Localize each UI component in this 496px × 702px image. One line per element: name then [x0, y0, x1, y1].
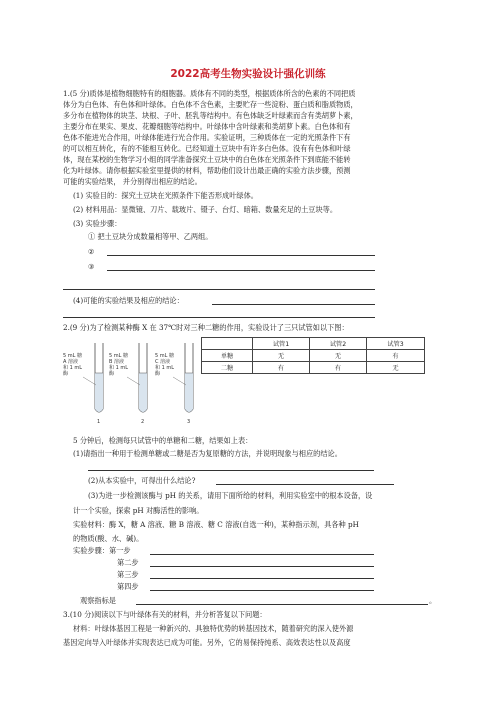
q1-line: 体分为白色体、有色体和叶绿体。白色体不含色素，主要贮存一些淀粉、蛋白质和脂质物质，: [63, 100, 358, 109]
results-table: [201, 337, 425, 374]
answer-line: [88, 470, 374, 471]
answer-line: [150, 578, 374, 579]
answer-line: [107, 255, 375, 256]
table-cell: 有: [253, 362, 310, 374]
table-cell: 无: [310, 350, 367, 362]
answer-line: [63, 317, 375, 318]
q2-intro: 2.(9 分)为了检测某种酶 X 在 37℃时对三种二糖的作用，实验设计了三只试管如以下图：: [63, 323, 349, 332]
test-tube-2: [139, 343, 147, 412]
q1-line: 可能的实验结果， 并分别得出相应的结论。: [63, 177, 202, 186]
q1-step-1: ① 把土豆块分成数量相等甲、乙两组。: [88, 232, 213, 241]
table-cell: 无: [253, 350, 310, 362]
q1-line: 体，现在某校的生物学习小组的同学准备探究土豆块中的白色体在光照条件下到底能不能转: [63, 155, 351, 164]
table-cell: 单糖: [202, 350, 253, 362]
q1-item-materials: (2) 材料用品：显微镜、刀片、载玻片、镊子、台灯、暗箱、数量充足的土豆块等。: [73, 205, 338, 214]
q2-step-3: 第三步: [117, 570, 139, 579]
q1-line: 多分布在植物体的块茎、块根、子叶、胚乳等结构中。有色体缺乏叶绿素而含有类胡萝卜素，: [63, 111, 358, 120]
test-tube-figure: [63, 337, 197, 427]
tube-2-label: 5 mL 糖 B 溶液 和 1 mL 酶: [109, 353, 129, 377]
q2-steps-label: 实验步骤：第一步: [73, 546, 131, 555]
q1-item-purpose: (1) 实验目的：探究土豆块在光照条件下能否形成叶绿体。: [73, 191, 258, 200]
answer-line: [63, 289, 375, 290]
q2-sub-1: (1)请指出一种用于检测单糖或二糖是否为复原糖的方法，并说明现象与相应的结论。: [73, 449, 342, 458]
answer-line: [212, 304, 375, 305]
q1-step-3: ③: [88, 262, 95, 271]
q2-after: 5 分钟后，检测每只试管中的单糖和二糖，结果如上表：: [73, 436, 253, 445]
table-header-cell: 试管2: [310, 338, 367, 350]
q2-sub-3-line: (3)为进一步检测该酶与 pH 的关系，请用下面所给的材料，利用实验室中的根本设备，设: [88, 491, 373, 500]
table-header-cell: 试管1: [253, 338, 310, 350]
q1-item-results: (4)可能的实验结果及相应的结论：: [73, 296, 184, 305]
table-cell: 有: [310, 362, 367, 374]
q2-step-2: 第二步: [117, 558, 139, 567]
test-tube-1: [95, 343, 103, 412]
table-header-row: [202, 338, 425, 350]
q3-line: 材料：叶绿体基因工程是一种新兴的、具独特优势的转基因技术，随着研究的深入使外源: [73, 624, 354, 633]
tube-1-number: 1: [97, 419, 101, 425]
answer-line: [216, 484, 394, 485]
answer-line: [150, 590, 374, 591]
table-cell: 二糖: [202, 362, 253, 374]
tube-3-label: 5 mL 糖 C 溶液 和 1 mL 酶: [155, 353, 175, 377]
test-tube-3: [185, 343, 193, 412]
table-row: [202, 350, 425, 362]
tube-3-number: 3: [187, 419, 191, 425]
q1-step-2: ②: [88, 247, 95, 256]
tube-2-number: 2: [141, 419, 145, 425]
answer-line: [150, 566, 374, 567]
q3-line: 基因定向导入叶绿体并实现表达已成为可能。另外，它的易保持纯系、高效表达性以及高度: [63, 638, 351, 647]
q3-line: 3.(10 分)阅读以下与叶绿体有关的材料，并分析答复以下问题：: [63, 610, 267, 619]
q2-sub-3-line: 计一个实验，探索 pH 对酶活性的影响。: [73, 506, 204, 515]
tube-1-label: 5 mL 糖 A 溶液 和 1 mL 酶: [63, 353, 83, 377]
table-header-cell: [202, 338, 253, 350]
test-tubes-diagram: [63, 337, 197, 427]
q2-materials: 实验材料：酶 X，糖 A 溶液、糖 B 溶液、糖 C 溶液(自选一种)，某种指示剂，具各种 pH: [73, 520, 359, 529]
table-cell: 有: [367, 350, 425, 362]
period-mark: 。: [429, 596, 437, 605]
document-title: 2022高考生物实验设计强化训练: [170, 68, 326, 80]
table-header-cell: 试管3: [367, 338, 425, 350]
table-row: [202, 362, 425, 374]
answer-line: [107, 270, 375, 271]
answer-line: [136, 604, 428, 605]
table-cell: 无: [367, 362, 425, 374]
q1-line: 1.(5 分)质体是植物细胞特有的细胞器。质体有不同的类型，根据质体所含的色素的不同把质: [63, 89, 356, 98]
q1-line: 化为叶绿体。请你根据实验室里提供的材料，帮助他们设计出最正确的实验方法步骤，预测: [63, 166, 351, 175]
q2-materials-2: 的物质(酸、水、碱)。: [73, 534, 144, 543]
q1-line: 主要分布在果实、果皮、花瓣细胞等结构中。叶绿体中含叶绿素和类胡萝卜素。白色体和有: [63, 122, 351, 131]
q2-step-4: 第四步: [117, 582, 139, 591]
answer-line: [150, 554, 374, 555]
q1-item-steps: (3) 实验步骤：: [73, 219, 122, 228]
q1-line: 的可以相互转化，有的不能相互转化。已经知道土豆块中有许多白色体。没有有色体和叶绿: [63, 144, 351, 153]
q2-observe: 观察指标是: [80, 596, 116, 605]
q2-sub-2: (2)从本实验中，可得出什么结论?: [88, 476, 196, 485]
q1-line: 色体不能进光合作用，叶绿体能进行光合作用。实验证明，三种质体在一定的光照条件下有: [63, 133, 351, 142]
